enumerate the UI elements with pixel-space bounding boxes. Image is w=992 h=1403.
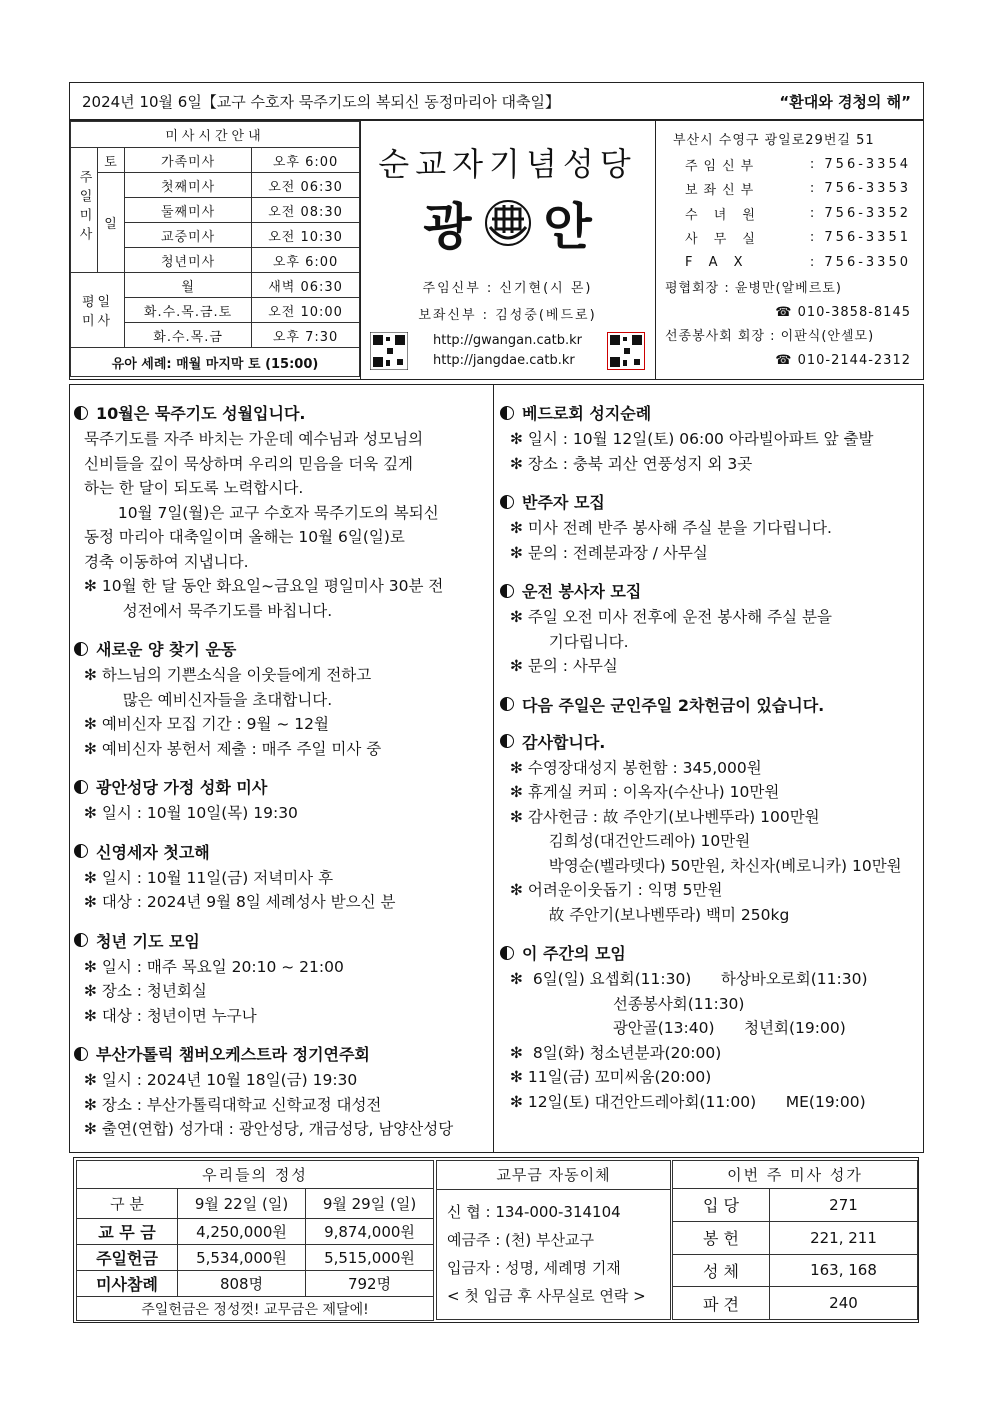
offerings-row-label: 주일헌금 <box>77 1245 178 1271</box>
section-heading <box>74 929 492 952</box>
hymn-label: 파 견 <box>673 1287 770 1320</box>
section-line: ✻ 장소 : 부산가톨릭대학교 신학교정 대성전 <box>84 1095 382 1114</box>
announcement-section <box>74 637 492 761</box>
pastor: 주임신부 : 신기현(시 몬) <box>422 281 593 296</box>
church-name-left: 광 <box>423 198 472 256</box>
section-line: ✻ 10월 한 달 동안 화요일~금요일 평일미사 30분 전 <box>84 577 444 595</box>
mass-name: 화.수.목.금 <box>125 323 252 348</box>
section-line: ✻ 출연(연합) 성가대 : 광안성당, 개금성당, 남양산성당 <box>84 1120 454 1138</box>
section-heading <box>74 1042 492 1065</box>
section-line: ✻ 일시 : 10월 12일(토) 06:00 아라빌아파트 앞 출발 <box>510 430 874 448</box>
announcement-section <box>500 693 920 716</box>
date-feast: 2024년 10월 6일【교구 수호자 묵주기도의 복되신 동정마리아 대축일】 <box>82 92 560 111</box>
bullet-circle-icon <box>74 933 88 947</box>
offerings-date: 9월 29일 (일) <box>306 1189 434 1219</box>
bullet-circle-icon <box>74 642 88 656</box>
mass-time: 오전 10:00 <box>252 298 360 323</box>
section-line: ✻ 문의 : 사무실 <box>510 657 618 675</box>
section-line: 많은 예비신자들을 초대합니다. <box>108 690 333 709</box>
contact-label: F A X <box>685 254 749 270</box>
council-phone: ☎ 010-3858-8145 <box>775 304 911 320</box>
section-line: 경축 이동하여 지냅니다. <box>84 552 249 571</box>
mass-time: 오전 08:30 <box>252 198 360 223</box>
section-heading <box>74 637 492 660</box>
infant-baptism: 유아 세례: 매월 마지막 토 (15:00) <box>71 348 360 377</box>
offerings-table <box>76 1160 434 1321</box>
contact-phone: : 756-3354 <box>809 156 911 172</box>
section-line: ✻ 장소 : 청년회실 <box>84 982 207 1000</box>
announcement-section <box>500 490 920 565</box>
qr-code-icon[interactable] <box>370 332 408 370</box>
section-line: 묵주기도를 자주 바치는 가운데 예수님과 성모님의 <box>84 430 424 448</box>
section-title: 이 주간의 모임 <box>522 944 626 963</box>
contact-label: 수 녀 원 <box>685 207 761 223</box>
auto-transfer-heading: 교무금 자동이체 <box>437 1161 670 1190</box>
volunteer-phone: ☎ 010-2144-2312 <box>775 352 911 368</box>
contact-label: 주임신부 <box>685 158 760 174</box>
mass-time: 새벽 06:30 <box>252 273 360 298</box>
section-line: ✻ 11일(금) 꼬미씨움(20:00) <box>510 1068 712 1086</box>
section-line: 박영순(벨라뎃다) 50만원, 차신자(베로니카) 10만원 <box>534 856 902 875</box>
section-line: ✻ 감사헌금 : 故 주안기(보나벤뚜라) 100만원 <box>510 807 820 826</box>
offering-info <box>73 1157 919 1323</box>
section-heading <box>74 401 492 424</box>
website-link[interactable]: http://gwangan.catb.kr <box>433 333 582 348</box>
announcement-section <box>500 579 920 679</box>
church-address: 부산시 수영구 광일로29번길 51 <box>673 133 875 148</box>
section-title: 베드로회 성지순례 <box>522 404 652 423</box>
offerings-row-label: 교 무 금 <box>77 1219 178 1245</box>
section-line: 광안골(13:40) 청년회(19:00) <box>534 1019 846 1037</box>
section-line: ✻ 휴게실 커피 : 이옥자(수산나) 10만원 <box>510 783 780 801</box>
mass-time: 오후 6:00 <box>252 248 360 273</box>
contact-label: 사 무 실 <box>685 232 761 248</box>
mass-time: 오후 6:00 <box>252 148 360 173</box>
section-line: ✻ 예비신자 모집 기간 : 9월 ~ 12월 <box>84 715 330 733</box>
bullet-circle-icon <box>74 780 88 794</box>
section-line: ✻ 일시 : 10월 11일(금) 저녁미사 후 <box>84 868 334 887</box>
qr-code-icon[interactable] <box>607 332 645 370</box>
sunday-label: 일 <box>98 173 125 273</box>
mass-name: 가족미사 <box>125 148 252 173</box>
section-line: ✻ 주일 오전 미사 전후에 운전 봉사해 주실 분을 <box>510 608 832 626</box>
hymn-label: 성 체 <box>673 1254 770 1287</box>
hymn-number: 240 <box>770 1287 918 1320</box>
bullet-circle-icon <box>500 697 514 711</box>
bulletin-header <box>69 120 924 380</box>
church-name-right: 안 <box>543 198 592 256</box>
church-title <box>360 121 656 379</box>
mass-name: 월 <box>125 273 252 298</box>
bullet-circle-icon <box>500 406 514 420</box>
section-title: 감사합니다. <box>522 732 606 752</box>
section-heading <box>500 401 920 424</box>
depositor-note: 입금자 : 성명, 세례명 기재 <box>447 1259 621 1277</box>
section-line: 故 주안기(보나벤뚜라) 백미 250kg <box>534 905 790 924</box>
section-line: ✻ 12일(토) 대건안드레아회(11:00) ME(19:00) <box>510 1092 866 1111</box>
hymn-number: 271 <box>770 1189 918 1222</box>
offerings-date: 9월 22일 (일) <box>178 1189 306 1219</box>
church-emblem-icon <box>482 197 534 249</box>
offerings-value: 792명 <box>306 1271 434 1297</box>
bullet-circle-icon <box>500 495 514 509</box>
section-title: 운전 봉사자 모집 <box>522 582 642 601</box>
council-president: 평협회장 : 윤병만(알베르토) <box>665 280 842 296</box>
church-subtitle: 순교자기념성당 <box>378 145 637 183</box>
section-line: ✻ 어려운이웃돕기 : 익명 5만원 <box>510 881 723 899</box>
hymns-heading: 이번 주 미사 성가 <box>673 1161 918 1189</box>
bullet-circle-icon <box>500 946 514 960</box>
section-line: ✻ 일시 : 매주 목요일 20:10 ~ 21:00 <box>84 957 344 976</box>
section-line: ✻ 6일(일) 요셉회(11:30) 하상바오로회(11:30) <box>510 970 868 988</box>
mass-name: 청년미사 <box>125 248 252 273</box>
column-divider <box>493 385 494 1152</box>
offerings-value: 9,874,000원 <box>306 1219 434 1245</box>
section-title: 새로운 양 찾기 운동 <box>96 640 237 659</box>
contact-phone: : 756-3350 <box>809 254 911 270</box>
weekday-mass-label-text: 평일미사 <box>81 295 114 329</box>
contact-note: < 첫 입금 후 사무실로 연락 > <box>447 1287 646 1305</box>
assistant-pastor: 보좌신부 : 김성중(베드로) <box>418 308 597 323</box>
announcement-section <box>74 775 492 826</box>
announcement-section <box>500 941 920 1114</box>
section-line: 하는 한 달이 되도록 노력합시다. <box>84 479 304 497</box>
offerings-value: 5,515,000원 <box>306 1245 434 1271</box>
contact-phone: : 756-3353 <box>809 181 911 197</box>
announcement-section <box>74 929 492 1029</box>
section-line: ✻ 하느님의 기쁜소식을 이웃들에게 전하고 <box>84 666 372 684</box>
volunteer-president: 선종봉사회 회장 : 이판식(안셀모) <box>665 328 875 344</box>
auto-transfer <box>436 1160 671 1320</box>
contact-row <box>655 201 925 226</box>
weekday-mass-label <box>71 273 125 348</box>
hymn-number: 221, 211 <box>770 1221 918 1254</box>
section-line: ✻ 미사 전례 반주 봉사해 주실 분을 기다립니다. <box>510 519 832 537</box>
announcements-right <box>500 401 920 1128</box>
section-heading <box>500 693 920 716</box>
section-heading <box>500 490 920 513</box>
contact-info <box>655 121 925 379</box>
section-title: 신영세자 첫고해 <box>96 842 210 862</box>
hymn-number: 163, 168 <box>770 1254 918 1287</box>
mass-time: 오전 10:30 <box>252 223 360 248</box>
section-line: ✻ 대상 : 2024년 9월 8일 세례성사 받으신 분 <box>84 893 396 911</box>
contact-row <box>655 250 925 275</box>
section-line: ✻ 장소 : 충북 괴산 연풍성지 외 3곳 <box>510 454 753 473</box>
offerings-value: 4,250,000원 <box>178 1219 306 1245</box>
section-title: 다음 주일은 군인주일 2차헌금이 있습니다. <box>522 695 825 715</box>
section-line: ✻ 8일(화) 청소년분과(20:00) <box>510 1043 722 1062</box>
bullet-circle-icon <box>74 1047 88 1061</box>
contact-phone: : 756-3352 <box>809 205 911 221</box>
mass-time: 오후 7:30 <box>252 323 360 348</box>
section-heading <box>500 941 920 964</box>
section-line: 성전에서 묵주기도를 바칩니다. <box>108 601 333 620</box>
announcement-section <box>74 840 492 915</box>
section-title: 청년 기도 모임 <box>96 931 200 951</box>
announcements-left <box>74 401 492 1156</box>
offerings-value: 808명 <box>178 1271 306 1297</box>
hymn-label: 입 당 <box>673 1189 770 1222</box>
section-line: ✻ 일시 : 10월 10일(목) 19:30 <box>84 804 298 822</box>
saturday-label: 토 <box>98 148 125 173</box>
section-line: 동정 마리아 대축일이며 올해는 10월 6일(일)로 <box>84 528 405 546</box>
mass-name: 둘째미사 <box>125 198 252 223</box>
offerings-row-label: 미사참례 <box>77 1271 178 1297</box>
bank-account: 신 협 : 134-000-314104 <box>447 1203 621 1221</box>
mass-name: 화.수.목.금.토 <box>125 298 252 323</box>
year-motto: “환대와 경청의 해” <box>779 92 911 111</box>
mass-schedule <box>70 121 361 379</box>
section-line: ✻ 대상 : 청년이면 누구나 <box>84 1006 257 1025</box>
bullet-circle-icon <box>500 584 514 598</box>
hymn-label: 봉 헌 <box>673 1221 770 1254</box>
contact-phone: : 756-3351 <box>809 230 911 246</box>
announcement-section <box>74 401 492 623</box>
account-holder: 예금주 : (천) 부산교구 <box>447 1231 594 1249</box>
section-line: ✻ 수영장대성지 봉헌함 : 345,000원 <box>510 758 762 777</box>
offerings-footer: 주일헌금은 정성껏! 교무금은 제달에! <box>77 1297 434 1321</box>
section-line: 기다립니다. <box>534 632 629 651</box>
section-heading <box>500 730 920 753</box>
section-heading <box>74 840 492 863</box>
section-heading <box>500 579 920 602</box>
sunday-mass-label: 주일미사 <box>76 170 92 246</box>
section-line: 신비들을 깊이 묵상하며 우리의 믿음을 더욱 깊게 <box>84 454 414 473</box>
section-title: 부산가톨릭 챔버오케스트라 정기연주회 <box>96 1045 370 1064</box>
mass-time: 오전 06:30 <box>252 173 360 198</box>
contact-label: 보좌신부 <box>685 183 760 199</box>
section-line: ✻ 문의 : 전례분과장 / 사무실 <box>510 543 708 562</box>
section-line: 10월 7일(월)은 교구 수호자 묵주기도의 복되신 <box>108 503 439 522</box>
contact-row <box>655 177 925 202</box>
bullet-circle-icon <box>74 844 88 858</box>
mass-schedule-heading: 미사시간안내 <box>71 122 360 148</box>
section-line: 김희성(대건안드레아) 10만원 <box>534 832 751 850</box>
section-line: ✻ 예비신자 봉헌서 제출 : 매주 주일 미사 중 <box>84 739 382 758</box>
section-title: 광안성당 가정 성화 미사 <box>96 778 268 797</box>
announcement-section <box>500 730 920 928</box>
announcement-section <box>500 401 920 476</box>
offerings-heading: 우리들의 정성 <box>77 1161 434 1189</box>
website-link[interactable]: http://jangdae.catb.kr <box>433 353 575 368</box>
section-heading <box>74 775 492 798</box>
offerings-value: 5,534,000원 <box>178 1245 306 1271</box>
contact-row <box>655 226 925 251</box>
offerings-col-label: 구 분 <box>77 1189 178 1219</box>
section-title: 10월은 묵주기도 성월입니다. <box>96 404 306 423</box>
section-title: 반주자 모집 <box>522 493 605 512</box>
mass-name: 교중미사 <box>125 223 252 248</box>
mass-name: 첫째미사 <box>125 173 252 198</box>
bullet-circle-icon <box>74 406 88 420</box>
announcements <box>69 384 924 1153</box>
hymns-table <box>672 1160 918 1320</box>
section-line: 선종봉사회(11:30) <box>534 994 745 1013</box>
contact-row <box>655 152 925 177</box>
announcement-section <box>74 1042 492 1142</box>
bullet-circle-icon <box>500 734 514 748</box>
header-bar <box>69 82 924 120</box>
section-line: ✻ 일시 : 2024년 10월 18일(금) 19:30 <box>84 1071 358 1089</box>
